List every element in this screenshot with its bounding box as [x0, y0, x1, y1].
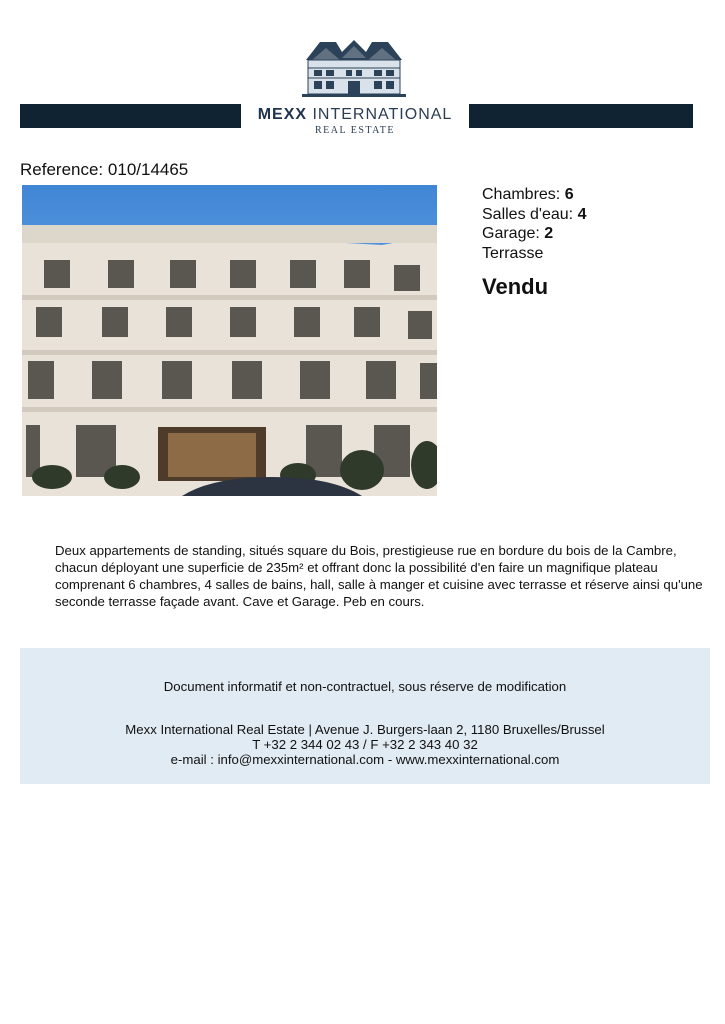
reference-label: Reference:: [20, 160, 104, 179]
feature-value: 2: [544, 225, 554, 242]
footer-disclaimer: Document informatif et non-contractuel, sous réserve de modification: [163, 679, 567, 694]
feature-label: Chambres:: [482, 186, 561, 203]
footer: [20, 648, 710, 784]
header: [0, 0, 725, 140]
feature-bedrooms: [482, 185, 586, 205]
footer-phone: T +32 2 344 02 43 / F +32 2 343 40 32: [252, 737, 478, 752]
footer-address: Mexx International Real Estate | Avenue J. Burgers-laan 2, 1180 Bruxelles/Brussel: [125, 722, 605, 737]
header-bar-right: [469, 104, 693, 128]
property-description: Deux appartements de standing, situés square du Bois, prestigieuse rue en bordure du bois de la Cambre, chacun déployant une superficie de 235m² et offrant donc la possibilité d'en faire un magnifique plateau comprenant 6 chambres, 4 salles de bains, hall, salle à manger et cuisine avec terrasse et réserve ainsi qu'une seconde terrasse façade avant. Cave et Garage. Peb en cours.: [55, 543, 703, 609]
footer-email-web: e-mail : info@mexxinternational.com - www.mexxinternational.com: [170, 752, 560, 767]
feature-value: 6: [564, 186, 574, 203]
features-list: [482, 185, 586, 263]
status-label: Vendu: [482, 274, 549, 299]
feature-terrace: Terrasse: [482, 244, 544, 262]
feature-label: Salles d'eau:: [482, 205, 574, 223]
reference: [20, 160, 188, 180]
feature-garage: [482, 224, 586, 244]
feature-value: 4: [577, 205, 587, 223]
house-icon: [302, 38, 406, 98]
footer-contact: [20, 722, 710, 767]
feature-bathrooms: [482, 205, 586, 225]
brand-subtitle: REAL ESTATE: [314, 125, 396, 136]
header-bar-left: [20, 104, 241, 128]
brand-logo: [245, 106, 465, 136]
reference-value: 010/14465: [107, 160, 189, 179]
brand-name-rest: INTERNATIONAL: [312, 106, 453, 123]
brand-name-bold: MEXX: [257, 106, 308, 123]
feature-label: Garage:: [482, 225, 540, 242]
building-photo: [22, 185, 437, 496]
